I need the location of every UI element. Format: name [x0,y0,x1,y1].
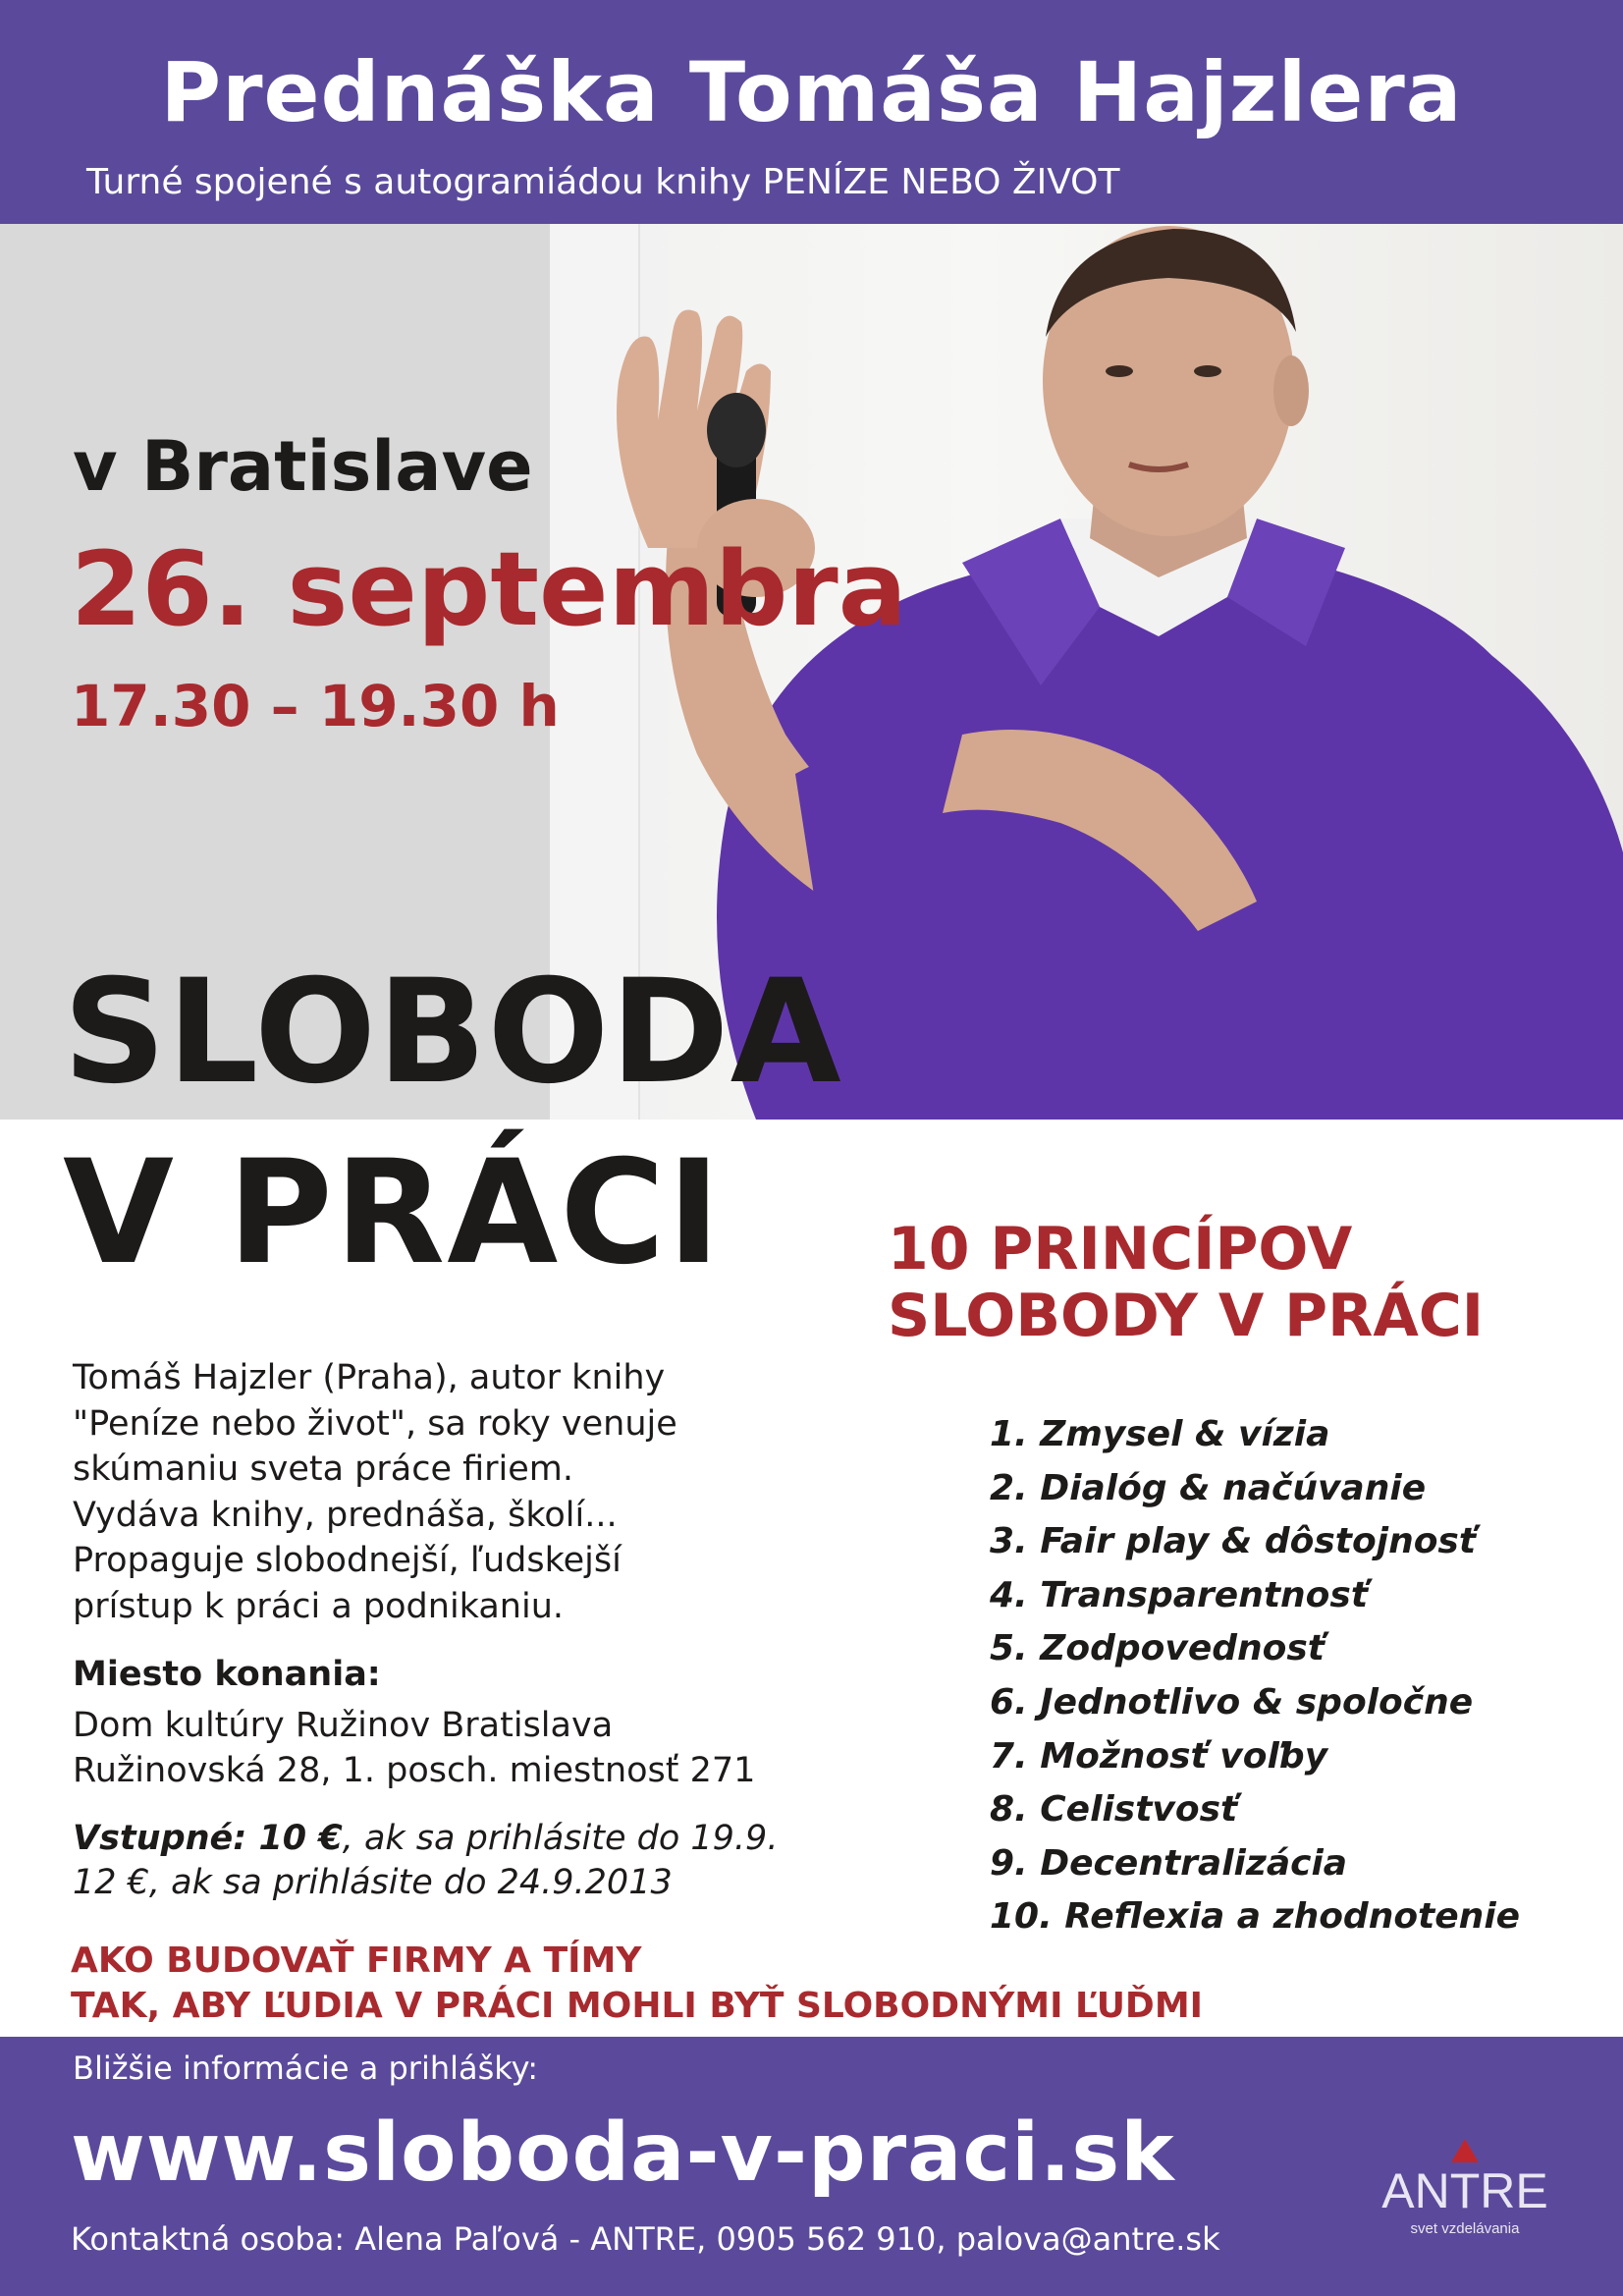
description-line: Vydáva knihy, prednáša, školí... [73,1495,618,1535]
event-time: 17.30 – 19.30 h [71,673,560,739]
principles-heading-line1: 10 PRINCÍPOV [888,1215,1353,1284]
principle-item: 10. Reflexia a zhodnotenie [990,1896,1521,1938]
logo-tagline: svet vzdelávania [1410,2220,1520,2237]
principle-item: 6. Jednotlivo & spoločne [990,1681,1474,1722]
principles-list [990,1408,1520,1944]
contact-info: Kontaktná osoba: Alena Paľová - ANTRE, 0905 562 910, palova@antre.sk [71,2220,1220,2258]
fee-label: Vstupné: 10 € [73,1819,343,1858]
tagline-line1: AKO BUDOVAŤ FIRMY A TÍMY [71,1941,642,1981]
website-link[interactable]: www.sloboda-v-praci.sk [71,2106,1175,2200]
event-city: v Bratislave [73,426,533,507]
fee-line1 [73,1817,778,1861]
principles-heading [888,1216,1484,1349]
principle-item: 9. Decentralizácia [990,1842,1348,1884]
description-line: "Peníze nebo život", sa roky venuje [73,1403,677,1444]
principle-item: 8. Celistvosť [990,1789,1238,1831]
description-line: Propaguje slobodnejší, ľudskejší [73,1541,622,1580]
principle-item: 4. Transparentnosť [990,1574,1369,1615]
logo-triangle-icon [1451,2139,1479,2162]
description-line: Tomáš Hajzler (Praha), autor knihy [73,1358,666,1397]
info-label: Bližšie informácie a prihlášky: [73,2050,539,2087]
tagline-line2: TAK, ABY ĽUDIA V PRÁCI MOHLI BYŤ SLOBODNÝMI ĽUĎMI [71,1986,1204,2026]
venue-label: Miesto konania: [73,1655,381,1694]
speaker-description [73,1355,677,1629]
principle-item: 7. Možnosť voľby [990,1735,1328,1777]
description-line: skúmaniu sveta práce firiem. [73,1449,574,1489]
venue-address [73,1703,755,1793]
logo-name: ANTRE [1381,2163,1548,2218]
main-title-line2: V PRÁCI [63,1129,723,1296]
tagline [71,1939,1203,2029]
page-subtitle: Turné spojené s autogramiádou knihy PENÍZE NEBO ŽIVOT [86,162,1120,202]
principle-item: 3. Fair play & dôstojnosť [990,1521,1477,1562]
venue-line1: Dom kultúry Ružinov Bratislava [73,1706,614,1745]
principle-item: 2. Dialóg & načúvanie [990,1467,1427,1508]
description-line: prístup k práci a podnikaniu. [73,1586,564,1626]
venue-line2: Ružinovská 28, 1. posch. miestnosť 271 [73,1751,756,1790]
principle-item: 1. Zmysel & vízia [990,1414,1330,1454]
fee-line1-rest: , ak sa prihlásite do 19.9. [342,1819,779,1858]
event-date: 26. septembra [71,529,907,649]
main-title-line1: SLOBODA [63,949,842,1116]
principle-item: 5. Zodpovednosť [990,1628,1325,1669]
principles-heading-line2: SLOBODY V PRÁCI [888,1282,1485,1350]
fee-line2: 12 €, ak sa prihlásite do 24.9.2013 [73,1863,673,1902]
antre-logo [1367,2131,1563,2249]
entry-fee [73,1817,778,1905]
page-title: Prednáška Tomáša Hajzlera [160,44,1463,140]
